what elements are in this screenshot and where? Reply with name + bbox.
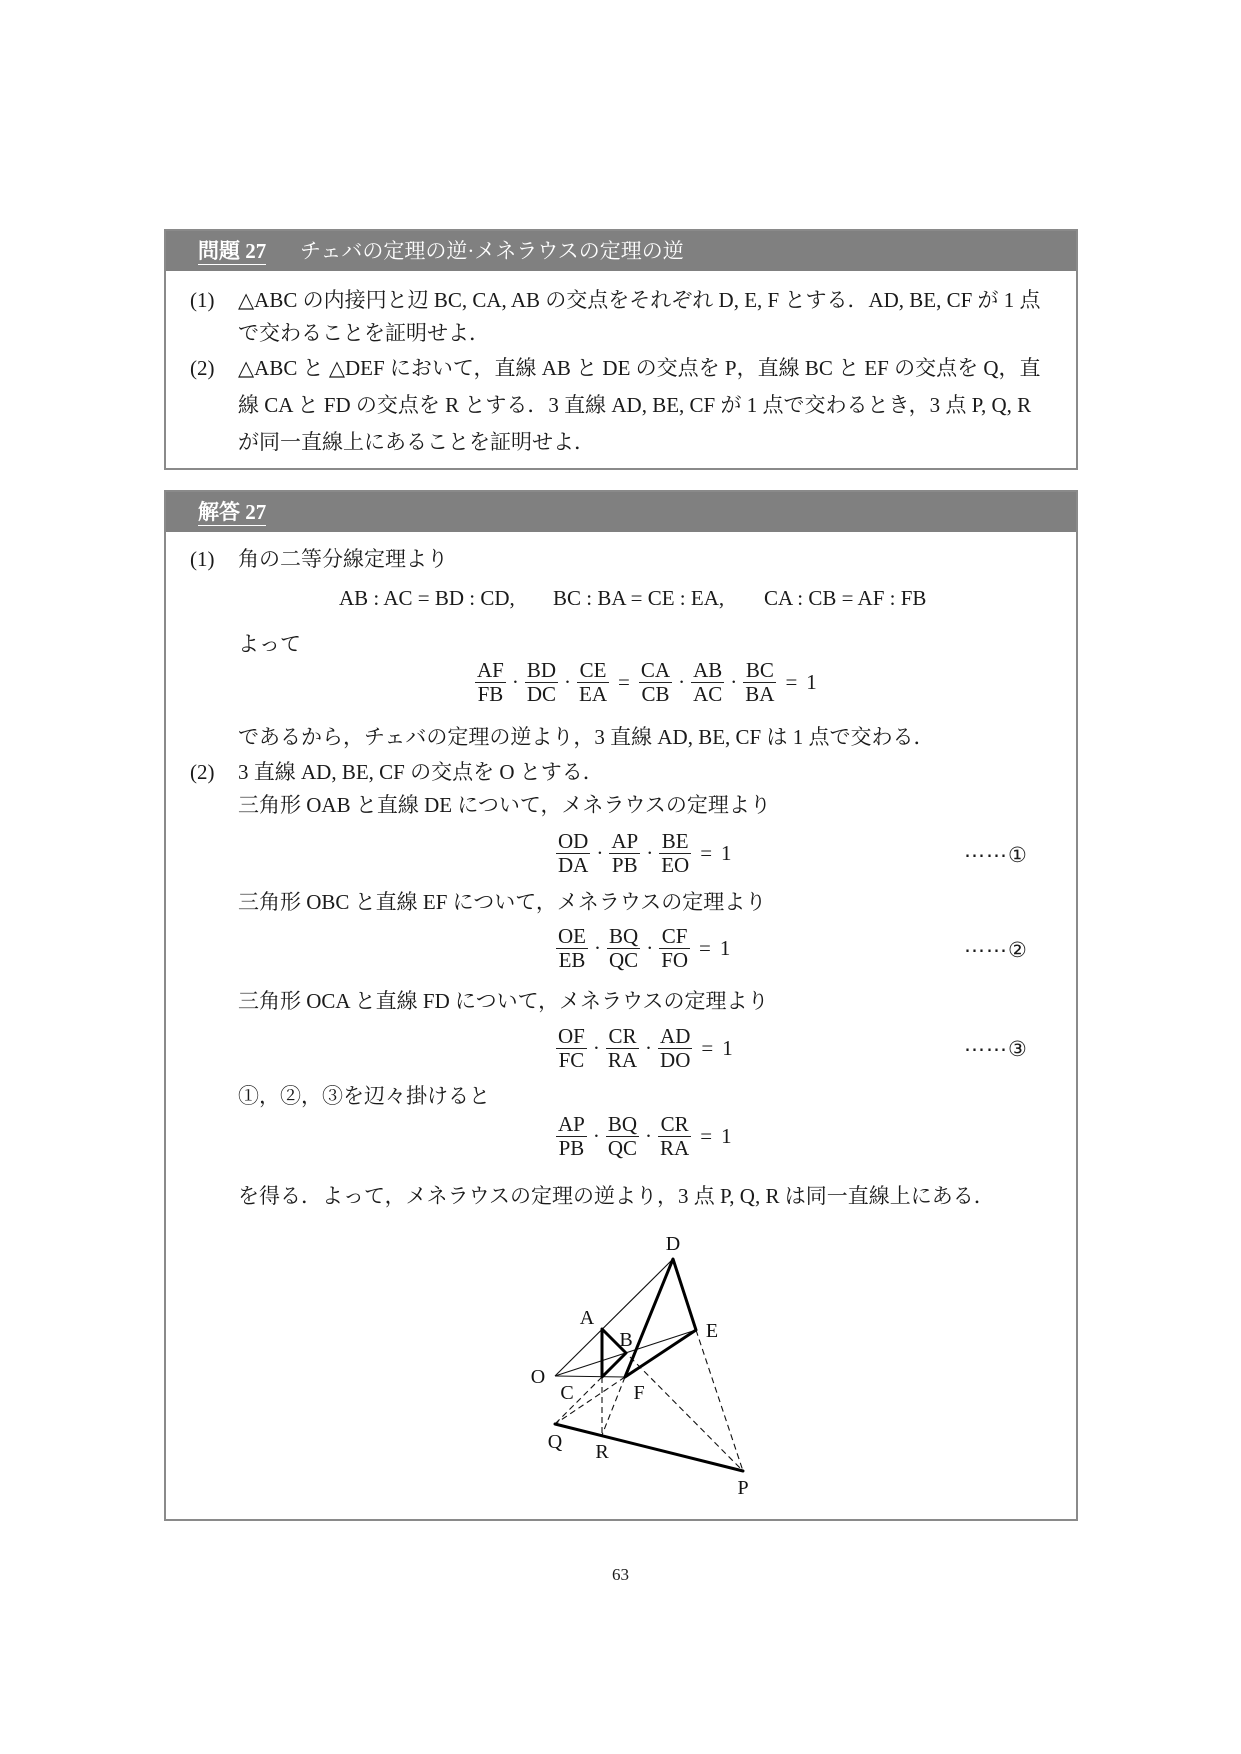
problem-item-1-line-1: △ABC の内接円と辺 BC, CA, AB の交点をそれぞれ D, E, F とする．AD, BE, CF が 1 点 (238, 288, 1041, 312)
numerator: BQ (607, 1111, 638, 1136)
label-C: C (560, 1382, 574, 1404)
problem-item-2-line-1: △ABC と △DEF において，直線 AB と DE の交点を P，直線 BC と EF の交点を Q，直 (238, 356, 1041, 380)
equals-sign: = (700, 840, 713, 865)
answer-header (166, 492, 1076, 532)
denominator: RA (660, 1135, 690, 1160)
ceva-equation (475, 658, 817, 706)
problem-label: 問題 27 (198, 239, 267, 263)
numerator: BE (659, 830, 691, 854)
fraction (577, 659, 609, 706)
equation-result: 1 (721, 840, 732, 865)
equation-result: 1 (719, 935, 731, 960)
label-P: P (737, 1477, 749, 1499)
denominator: RA (607, 1047, 638, 1072)
problem-item-1-line-2: で交わることを証明せよ． (238, 321, 490, 345)
label-O: O (530, 1366, 546, 1388)
numerator: OE (558, 923, 586, 948)
ratio-2: BC : BA = CE : EA, (553, 586, 725, 610)
answer-part-2-intro: 3 直線 AD, BE, CF の交点を O とする． (238, 760, 604, 784)
numerator: CR (606, 1025, 639, 1049)
denominator: FC (558, 1047, 585, 1072)
dot-operator: · (646, 935, 654, 960)
equals-sign: = (701, 1035, 714, 1060)
fraction (607, 925, 640, 972)
numerator: BC (743, 659, 776, 683)
multiply-text: ①，②，③を辺々掛けると (238, 1084, 490, 1108)
fraction (609, 830, 640, 877)
dot-operator: · (730, 669, 738, 694)
dashed-BP (630, 1357, 743, 1471)
fraction (556, 830, 590, 877)
answer-part-1-number: (1) (190, 547, 215, 571)
fraction (743, 659, 776, 706)
triangle-DEF (625, 1259, 696, 1377)
denominator: BA (745, 681, 775, 706)
denominator: FB (477, 681, 504, 706)
fraction (639, 659, 672, 706)
equation-tag-1: ⋯⋯① (964, 843, 1028, 867)
numerator: OD (558, 828, 589, 853)
dashed-FR (602, 1377, 625, 1435)
fraction (691, 659, 724, 706)
dot-operator: · (592, 1123, 600, 1148)
menelaus-equation-3 (556, 1024, 733, 1072)
denominator: CB (641, 681, 670, 706)
step-3-text: 三角形 OCA と直線 FD について，メネラウスの定理より (238, 989, 769, 1013)
problem-item-2-line-2: 線 CA と FD の交点を R とする．3 直線 AD, BE, CF が 1 点で交わるとき，3 点 P, Q, R (238, 393, 1032, 417)
numerator: BQ (609, 923, 639, 948)
denominator: DO (660, 1047, 691, 1072)
label-E: E (705, 1320, 719, 1342)
label-F: F (633, 1382, 645, 1404)
equation-result: 1 (721, 1123, 732, 1148)
fraction (556, 1025, 587, 1072)
equals-sign: = (700, 1123, 713, 1148)
dashed-EP (696, 1330, 743, 1471)
denominator: PB (558, 1135, 585, 1160)
denominator: QC (607, 1135, 638, 1160)
fraction (659, 925, 690, 972)
numerator: CE (577, 659, 609, 683)
fraction (659, 830, 691, 877)
denominator: EB (558, 947, 586, 972)
equation-result: 1 (806, 669, 817, 694)
answer-part-1-therefore: よって (238, 632, 301, 656)
dot-operator: · (592, 1035, 600, 1060)
equals-sign: = (618, 669, 630, 694)
label-D: D (665, 1233, 681, 1255)
label-Q: Q (547, 1431, 563, 1453)
label-R: R (595, 1441, 609, 1463)
fraction (525, 659, 558, 706)
equation-tag-2: ⋯⋯② (964, 938, 1028, 962)
denominator: FO (661, 947, 689, 972)
equation-result: 1 (722, 1035, 733, 1060)
numerator: OF (558, 1023, 585, 1048)
equals-sign: = (785, 669, 798, 694)
denominator: EA (579, 681, 608, 706)
denominator: EO (661, 852, 690, 877)
fraction (658, 1113, 691, 1160)
numerator: AP (611, 828, 639, 853)
fraction (556, 1113, 587, 1160)
dot-operator: · (511, 669, 519, 694)
dot-operator: · (646, 840, 654, 865)
dot-operator: · (596, 840, 604, 865)
dot-operator: · (645, 1035, 653, 1060)
fraction (556, 925, 588, 972)
numerator: BD (526, 657, 557, 682)
step-1-text: 三角形 OAB と直線 DE について，メネラウスの定理より (238, 793, 771, 817)
final-equation (556, 1112, 732, 1160)
fraction (606, 1113, 639, 1160)
numerator: AF (477, 657, 504, 682)
thick-lines (555, 1259, 743, 1471)
problem-title: チェバの定理の逆·メネラウスの定理の逆 (300, 239, 684, 263)
answer-label: 解答 27 (198, 500, 267, 524)
fraction (658, 1025, 692, 1072)
answer-part-2-number: (2) (190, 760, 215, 784)
numerator: CA (640, 657, 671, 682)
dot-operator: · (564, 669, 572, 694)
fraction (475, 659, 506, 706)
page-number: 63 (612, 1565, 629, 1584)
label-A: A (579, 1307, 595, 1329)
denominator: DA (558, 852, 589, 877)
problem-item-1-number: (1) (190, 288, 215, 312)
line-QP (555, 1424, 743, 1471)
thin-lines (555, 1259, 696, 1377)
denominator: AC (693, 681, 723, 706)
answer-part-1-conclusion: であるから，チェバの定理の逆より，3 直線 AD, BE, CF は 1 点で交わる． (238, 725, 935, 749)
numerator: AP (558, 1111, 585, 1136)
fraction (606, 1025, 639, 1072)
equation-tag-3: ⋯⋯③ (964, 1037, 1028, 1061)
dot-operator: · (645, 1123, 653, 1148)
answer-part-2-conclusion: を得る．よって，メネラウスの定理の逆より，3 点 P, Q, R は同一直線上にある． (238, 1184, 995, 1208)
menelaus-equation-2 (556, 924, 730, 972)
numerator: CF (659, 925, 690, 949)
ratio-3: CA : CB = AF : FB (764, 586, 927, 610)
problem-item-2-number: (2) (190, 356, 215, 380)
step-2-text: 三角形 OBC と直線 EF について，メネラウスの定理より (238, 890, 767, 914)
label-B: B (619, 1329, 633, 1351)
numerator: AD (660, 1023, 691, 1048)
problem-header (166, 231, 1076, 271)
menelaus-equation-1 (556, 829, 732, 877)
denominator: PB (611, 852, 638, 877)
geometry-diagram (500, 1220, 780, 1510)
equals-sign: = (699, 935, 711, 960)
dashed-lines (555, 1330, 743, 1471)
dot-operator: · (594, 935, 601, 960)
denominator: QC (609, 947, 639, 972)
denominator: DC (526, 681, 557, 706)
ratio-1: AB : AC = BD : CD, (339, 586, 515, 610)
problem-item-2-line-3: が同一直線上にあることを証明せよ． (238, 430, 595, 454)
numerator: CR (658, 1113, 691, 1137)
dot-operator: · (678, 669, 686, 694)
line-OF (555, 1376, 625, 1377)
answer-part-1-intro: 角の二等分線定理より (238, 547, 448, 571)
numerator: AB (693, 657, 723, 682)
